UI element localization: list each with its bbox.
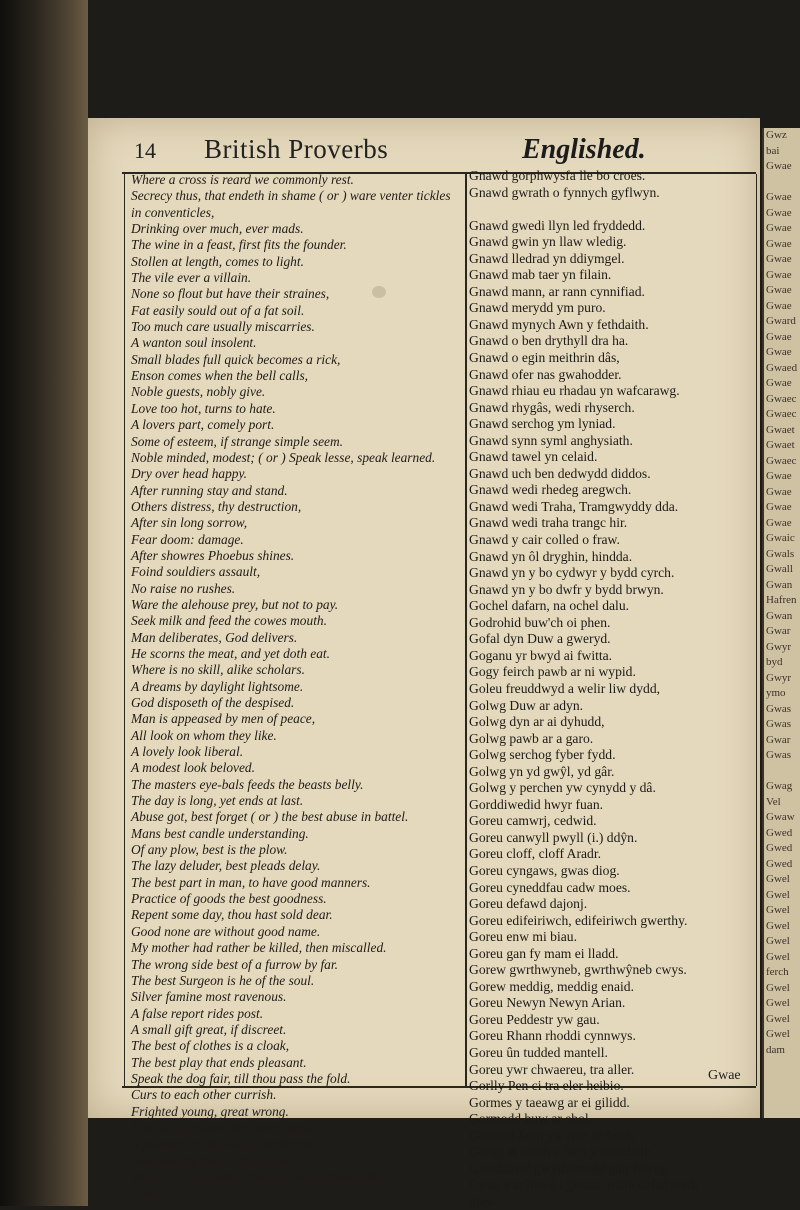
proverb-line-welsh: Gnawd gorphwysfa lle bo croes.: [469, 168, 646, 183]
proverb-line-welsh: Gnawd tawel yn celaid.: [469, 449, 598, 465]
proverb-line-welsh: Gnawd wedi rhedeg aregwch.: [469, 482, 632, 498]
proverb-line-english: The masters eye-bals feeds the beasts belly.: [131, 776, 364, 792]
next-page-fragment: Gwed: [766, 857, 793, 870]
next-page-fragment: ferch: [766, 966, 789, 978]
proverb-line-english: Frighted young, great wrong.: [131, 1103, 289, 1119]
next-page-edge: [762, 128, 800, 1118]
next-page-fragment: Gwae: [766, 501, 792, 513]
proverb-line-english: Mans best candle understanding.: [131, 825, 309, 841]
proverb-line-english: Practice of goods the best goodness.: [131, 891, 327, 907]
proverb-line-welsh: Goreu Peddestr yw gau.: [469, 1011, 600, 1027]
proverb-line-welsh: Gnawd rhiau eu rhadau yn wafcarawg.: [469, 383, 680, 399]
proverb-line-english: After showres Phoebus shines.: [131, 547, 295, 563]
proverb-line-english: Love too hot, turns to hate.: [131, 400, 276, 416]
proverb-line-english: Trot too oft makes the steed stand.: [131, 1119, 314, 1135]
proverb-line-welsh: Goreu cyneddfau cadw moes.: [469, 879, 631, 895]
proverb-line-english: The vile ever a villain.: [131, 270, 252, 286]
proverb-line-welsh: Gnawd merydd ym puro.: [469, 300, 606, 316]
next-page-fragment: Gwae: [766, 253, 792, 265]
next-page-fragment: Gwas: [766, 702, 792, 715]
proverb-line-welsh: Gorug ei waith a fach y fachdaith.: [469, 1144, 655, 1160]
proverb-line-welsh: Gnawd synn syml anghysiath.: [469, 432, 633, 448]
proverb-line-english: All look on whom they like.: [131, 727, 277, 743]
next-page-fragment: Gwae: [766, 191, 792, 203]
next-page-fragment: Gwel: [766, 950, 790, 963]
proverb-line-welsh: Gnawd lledrad yn ddiymgel.: [469, 250, 625, 266]
proverb-line-english: Where is no skill, alike scholars.: [131, 662, 305, 678]
proverb-line-welsh: Gnawd y cair colled o fraw.: [469, 532, 620, 548]
next-page-fragment: Gwed: [766, 842, 793, 854]
next-page-fragment: [764, 764, 800, 780]
book-gutter-edge: [0, 0, 88, 1206]
proverb-line-welsh: Goreu ywr chwaereu, tra aller.: [469, 1061, 635, 1077]
next-page-fragment: Gwz: [766, 129, 787, 141]
proverb-line-english: After sin long sorrow,: [131, 515, 248, 531]
next-page-fragment: Gwel: [766, 919, 790, 932]
next-page-fragment: Gwals: [766, 547, 795, 560]
proverb-line-welsh: Gnawd yn y bo cydwyr y bydd cyrch.: [469, 565, 675, 581]
column-divider: [465, 174, 467, 1086]
next-page-fragment: Gwae: [766, 284, 792, 296]
next-page-fragment: Gwas: [766, 749, 792, 761]
proverb-line-english: Stollen at length, comes to light.: [131, 253, 304, 269]
proverb-line-welsh: Gogy feirch pawb ar ni wypid.: [469, 664, 636, 680]
proverb-line-welsh: Gnawd o egin meithrin dâs,: [469, 350, 620, 366]
proverb-line-english: The lazy deluder, best pleads delay.: [131, 858, 321, 874]
proverb-line-welsh: Gochel dafarn, na ochel dalu.: [469, 598, 630, 614]
proverb-line-english: None so flout but have their straines,: [131, 286, 330, 302]
proverb-line-welsh: Golwg dyn ar ai dyhudd,: [469, 714, 605, 730]
proverb-line-welsh: Gormod Jaith yw twrt ar farch.: [469, 1127, 638, 1143]
next-page-fragment: Gwae: [766, 330, 792, 343]
next-page-fragment: Gwae: [766, 268, 792, 281]
proverb-line-english: Ware the alehouse prey, but not to pay.: [131, 596, 339, 612]
next-page-fragment: Gward: [766, 315, 796, 327]
proverb-line-english: Enson comes when the bell calls,: [131, 368, 309, 384]
next-page-fragment: Gwel: [766, 935, 790, 947]
proverb-line-english: The best of clothes is a cloak,: [131, 1038, 290, 1054]
proverb-line-welsh: Gnawd uch ben dedwydd diddos.: [469, 465, 651, 481]
proverb-line-welsh: Gnawd mann, ar rann cynnifiad.: [469, 283, 645, 299]
next-page-fragment: Gwae: [766, 470, 792, 482]
proverb-line-english: Fear doom: damage.: [131, 531, 244, 547]
proverb-line-english: A lovers part, comely port.: [131, 417, 275, 433]
proverb-line-english: Good none are without good name.: [131, 923, 321, 939]
proverb-line-welsh: Gorlly Pen ci tra eler heibio.: [469, 1078, 624, 1094]
next-page-fragment: Gwaec: [766, 408, 797, 420]
next-page-fragment: Gwed: [766, 826, 793, 839]
proverb-line-welsh: Golwg y perchen yw cynydd y dâ.: [469, 780, 656, 796]
proverb-line-english: in conventicles,: [131, 204, 215, 220]
proverb-line-welsh: Gorddiwedid hwyr fuan.: [469, 796, 604, 812]
proverb-line-welsh: Goreu canwyll pwyll (i.) ddŷn.: [469, 829, 638, 845]
proverb-line-english: A journey not far easily performed.: [131, 1136, 320, 1152]
catchword: Gwae: [708, 1068, 741, 1083]
left-running-title: British Proverbs: [204, 134, 389, 164]
proverb-line-english: A lovely look liberal.: [131, 744, 244, 760]
proverb-line-welsh: Goleu freuddwyd a welir liw dydd,: [469, 680, 661, 696]
next-page-fragment: Gwan: [766, 578, 793, 591]
proverb-line-welsh: Goganu yr bwyd ai fwitta.: [469, 647, 613, 663]
proverb-line-english: After running stay and stand.: [131, 482, 288, 498]
proverb-line-english: Abuse got, best forget ( or ) the best abuse in battel.: [131, 809, 409, 825]
proverb-line-welsh: Goreu camwrj, cedwid.: [469, 813, 597, 829]
next-page-fragment: Gwae: [766, 160, 792, 172]
page-number: 14: [134, 138, 156, 163]
next-page-fragment: Gwae: [766, 237, 792, 250]
proverb-line-english: Dry over head happy.: [131, 466, 248, 482]
proverb-line-welsh: Gofal dyn Duw a gweryd.: [469, 631, 611, 647]
proverb-line-welsh: Gnawd wedi Traha, Tramgwyddy dda.: [469, 498, 679, 514]
proverb-line-english: No raise no rushes.: [131, 580, 236, 596]
proverb-line-welsh: Godrohid buw'ch oi phen.: [469, 614, 611, 630]
next-page-fragment: Gwae: [766, 222, 792, 234]
proverb-line-welsh: Goreu edifeiriwch, edifeiriwch gwerthy.: [469, 912, 688, 928]
proverb-line-english: Foind souldiers assault,: [131, 564, 261, 580]
proverb-line-welsh: Goreu cloff, cloff Aradr.: [469, 846, 601, 862]
proverb-line-english: God disposeth of the despised.: [131, 695, 295, 710]
proverb-line-welsh: Golwg Duw ar adyn.: [469, 697, 584, 713]
next-page-fragment: Gwel: [766, 904, 790, 916]
proverb-line-welsh: Goreu Rhann rhoddi cynnwys.: [469, 1028, 636, 1044]
proverb-line-welsh: Gorew meddig, meddig enaid.: [469, 978, 634, 994]
proverb-line-english: Where a cross is reard we commonly rest.: [131, 172, 354, 187]
next-page-fragment: Gwar: [766, 625, 791, 637]
proverb-line-english: A small gift great, if discreet.: [131, 1021, 287, 1037]
welsh-proverbs-column: [469, 168, 757, 1210]
proverb-line-english: A wanton soul insolent.: [131, 335, 257, 351]
next-page-fragment: Gwaec: [766, 454, 797, 467]
proverb-line-english: Man is appeased by men of peace,: [131, 711, 316, 727]
next-page-fragment: Hafren: [766, 594, 797, 606]
proverb-line-english: Too much care usually miscarries.: [131, 319, 315, 335]
proverb-line-english: Small blades full quick becomes a rick,: [131, 351, 341, 367]
proverb-line-welsh: Gnawd yn ôl dryghin, hindda.: [469, 548, 633, 564]
proverb-line-english: The best part in man, to have good manners.: [131, 874, 371, 890]
proverb-line-welsh: glaw.: [469, 1193, 498, 1209]
proverb-line-english: Deeplies the hearts language.: [131, 1152, 291, 1168]
proverb-line-english: The wrong side best of a furrow by far.: [131, 956, 338, 972]
proverb-line-welsh: Gnawd o ben drythyll dra ha.: [469, 333, 629, 349]
english-proverbs-column: [131, 172, 463, 1202]
proverb-line-english: Noble minded, modest; ( or ) Speak lesse, speak learned.: [131, 449, 436, 465]
proverb-line-english: Secrecy thus, that endeth in shame ( or ) ware venter tickles: [131, 188, 451, 204]
next-page-fragment: Gwar: [766, 733, 791, 746]
proverb-line-english: Speak the dog fair, till thou pass the fold.: [131, 1070, 351, 1086]
next-page-fragment: Gwel: [766, 997, 790, 1009]
next-page-fragment: Gwae: [766, 377, 792, 389]
next-page-fragment: Vel: [766, 795, 781, 808]
next-page-fragment: [764, 175, 800, 191]
proverb-line-welsh: Gnawd wedi traha trangc hir.: [469, 515, 628, 531]
proverb-line-english: Others distress, thy destruction,: [131, 498, 302, 514]
next-page-fragment: Gwan: [766, 609, 793, 622]
proverb-line-english: Of any plow, best is the plow.: [131, 842, 288, 858]
proverb-line-welsh: Gorew gwrthwyneb, gwrthwŷneb cwys.: [469, 962, 687, 978]
next-page-fragment: Gwel: [766, 873, 790, 885]
proverb-line-english: Silver famine most ravenous.: [131, 989, 287, 1005]
next-page-fragment: Gwall: [766, 563, 793, 575]
proverb-line-welsh: Gnawd gwin yn llaw wledig.: [469, 234, 627, 250]
proverb-line-welsh: Gnawd mynych Awn y fethdaith.: [469, 316, 649, 332]
next-page-fragment: Gwag: [766, 780, 793, 792]
next-page-fragment: Gwyr: [766, 640, 792, 653]
next-page-fragment: Gwel: [766, 1028, 790, 1040]
proverb-line-welsh: Gormodd buw ar ebol.: [469, 1111, 593, 1127]
next-page-fragment: Gwaet: [766, 423, 795, 436]
proverb-line-english: A modest look beloved.: [131, 760, 255, 776]
proverb-line-welsh: Gnawd ofer nas gwahodder.: [469, 366, 622, 382]
proverb-line-welsh: Gnawd yn y bo dwfr y bydd brwyn.: [469, 581, 664, 597]
next-page-fragment: ymo: [766, 687, 786, 699]
next-page-fragment: Gwel: [766, 981, 790, 994]
proverb-line-welsh: Goreu defawd dajonj.: [469, 896, 588, 912]
proverb-line-english: The best play that ends pleasant.: [131, 1054, 307, 1070]
proverb-line-welsh: Gwaddawd gwythlonedd gair blwng.: [469, 1160, 671, 1176]
proverb-line-welsh: Gnawd serchog ym lyniad.: [469, 416, 616, 432]
next-page-fragment: bai: [766, 144, 780, 157]
right-running-title: Englished.: [522, 134, 646, 165]
next-page-fragment: Gwaed: [766, 361, 798, 374]
proverb-line-welsh: Gnawd rhygâs, wedi rhyserch.: [469, 399, 635, 415]
proverb-line-english: The best Surgeon is he of the soul.: [131, 972, 315, 988]
proverb-line-welsh: Goreu Newyn Newyn Arian.: [469, 995, 626, 1011]
proverb-line-welsh: Gnawd gwrath o fynnych gyflwyn.: [469, 184, 660, 200]
proverb-line-english: The wine in a feast, first fits the founder.: [131, 237, 347, 253]
proverb-line-english: Some of esteem, if strange simple seem.: [131, 433, 343, 449]
next-page-fragment: dam: [766, 1043, 785, 1056]
next-page-fragment: Gwas: [766, 718, 792, 730]
proverb-line-english: A dreams by daylight lightsome.: [131, 678, 304, 694]
proverb-line-english: Repent some day, thou hast sold dear.: [131, 907, 333, 923]
next-page-fragment: Gwel: [766, 888, 790, 901]
proverb-line-english: Seek milk and feed the cowes mouth.: [131, 613, 327, 629]
next-page-fragment: Gwyr: [766, 671, 792, 684]
next-page-fragment: byd: [766, 656, 783, 668]
proverb-line-english: The day is long, yet ends at last.: [131, 793, 304, 809]
proverb-line-english: Drinking over much, ever mads.: [131, 221, 304, 237]
next-page-fragment: Gwaw: [766, 811, 795, 823]
next-page-fragment: Gwaic: [766, 532, 795, 544]
proverb-line-welsh: Goreu enw mi biau.: [469, 929, 577, 945]
proverb-line-english: Fat easily sould out of a fat soil.: [131, 302, 305, 318]
proverb-line-english: Noble guests, nobly give.: [131, 384, 266, 400]
proverb-line-welsh: Gnawd gwedi llyn led fryddedd.: [469, 217, 646, 233]
next-page-fragment: Gwae: [766, 346, 792, 358]
next-page-fragment: Gwae: [766, 299, 792, 312]
next-page-fragment: Gwaec: [766, 392, 797, 405]
next-page-fragment: Gwae: [766, 485, 792, 498]
proverb-line-english: My mother had rather be killed, then miscalled.: [131, 940, 387, 956]
proverb-line-welsh: Golwg serchog fyber fydd.: [469, 747, 616, 763]
proverb-line-english: He scorns the meat, and yet doth eat.: [131, 645, 330, 661]
proverb-line-welsh: Cwae a ar hos ô i giniau, o din dafad wedi: [469, 1177, 699, 1193]
next-page-fragment: Gwae: [766, 516, 792, 529]
proverb-line-english: Curs to each other currish.: [131, 1087, 277, 1103]
proverb-line-welsh: Golwg pawb ar a garo.: [469, 730, 594, 746]
proverb-line-english: Woe to the man who dines on rotten sheep after: [131, 1168, 385, 1184]
next-page-fragment: Gwae: [766, 206, 792, 219]
proverb-line-english: Man deliberates, God delivers.: [131, 629, 298, 645]
proverb-line-welsh: Golwg yn yd gwŷl, yd gâr.: [469, 763, 615, 779]
proverb-line-welsh: Goreu cyngaws, gwas diog.: [469, 862, 620, 878]
left-rule: [124, 174, 125, 1086]
next-page-fragment: Gwaet: [766, 439, 795, 451]
proverb-line-welsh: [469, 201, 757, 218]
proverb-line-english: rain.: [131, 1185, 157, 1201]
proverb-line-welsh: Goreu ûn tudded mantell.: [469, 1044, 608, 1060]
next-page-fragment: Gwel: [766, 1012, 790, 1025]
proverb-line-welsh: Gnawd mab taer yn filain.: [469, 267, 612, 283]
proverb-line-english: A false report rides post.: [131, 1005, 264, 1021]
proverb-line-welsh: Goreu gan fy mam ei lladd.: [469, 945, 619, 961]
proverb-line-welsh: Gormes y taeawg ar ei gilidd.: [469, 1094, 630, 1110]
